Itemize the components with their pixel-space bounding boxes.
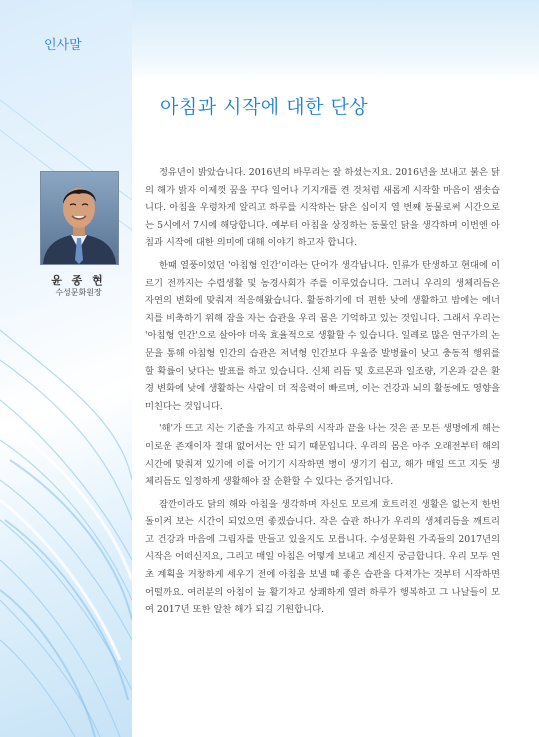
article-body <box>145 164 500 624</box>
author-role: 수성문화원장 <box>55 288 102 297</box>
paragraph: 한때 열풍이었던 '아침형 인간'이라는 단어가 생각납니다. 인류가 탄생하고 현대에 이르기 전까지는 수렵생활 및 농경사회가 주를 이루었습니다. 그러니 우리의 생체리듬은 자연의 변화에 맞춰져 적응해왔습니다. 활동하기에 더 편한 낮에 생활하고 밤에는 에너지를 비축하기 위해 잠을 자는 습관을 우리 몸은 기억하고 있는 것입니다. 그래서 우리는 '아침형 인간'으로 살아야 더욱 효율적으로 생활할 수 있습니다. 일례로 많은 연구가의 논문을 통해 아침형 인간의 습관은 저녁형 인간보다 우울증 발병률이 낮고 충동적 행위를 할 확률이 낮다는 발표를 하고 있습니다. 신체 리듬 및 호르몬과 일조량, 기온과 같은 환경 변화에 낮에 생활하는 사람이 더 적응력이 빠르며, 이는 건강과 뇌의 활동에도 영향을 미친다는 것입니다. <box>145 259 500 412</box>
paragraph: 잠깐이라도 닭의 해와 아침을 생각하며 자신도 모르게 흐트러진 생활은 없는지 한번 돌이켜 보는 시간이 되었으면 좋겠습니다. 작은 습관 하나가 우리의 생체리듬을 깨트리고 건강과 마음에 그림자를 만들고 있을지도 모릅니다. 수성문화원 가족들의 2017년의 시작은 어떠신지요, 그리고 매일 아침은 어떻게 보내고 계신지 궁금합니다. 우리 모두 연초 계획을 거창하게 세우기 전에 아침을 보낼 때 좋은 습관을 다져가는 것부터 시작하면 어떨까요. 여러분의 아침이 늘 활기차고 상쾌하게 열려 하루가 행복하고 그 나날들이 모여 2017년 또한 알찬 해가 되길 기원합니다. <box>145 498 500 616</box>
paragraph: 정유년이 밝았습니다. 2016년의 바무리는 잘 하셨는지요. 2016년을 보내고 붉은 닭의 해가 밝자 이제껏 꿈을 꾸다 일어나 기지개를 켠 것처럼 새롭게 시작할 마음이 샘솟습니다. 아침을 우렁차게 알리고 하루를 시작하는 닭은 십이지 열 번째 동물로써 시간으로는 5시에서 7시에 해당합니다. 예부터 아침을 상징하는 동물인 닭을 생각하며 이번엔 아침과 시작에 대한 의미에 대해 이야기 하고자 합니다. <box>145 167 500 249</box>
decorative-left-band <box>0 0 132 737</box>
section-label: 인사말 <box>44 38 82 53</box>
paragraph: '해'가 뜨고 지는 기준을 가지고 하루의 시작과 끝을 나는 것은 곧 모든 생명에게 해는 이로운 존재이자 절대 없어서는 안 되기 때문입니다. 우리의 몸은 아주 오래전부터 해의 시간에 맞춰져 있기에 이를 어기기 시작하면 병이 생기기 쉽고, 해가 매일 뜨고 지듯 생체리듬도 일정하게 생활해야 잘 순환할 수 있다는 증거입니다. <box>145 423 500 488</box>
author-portrait <box>40 171 119 265</box>
page-title: 아침과 시작에 대한 단상 <box>160 96 369 118</box>
author-name: 윤 종 현 <box>51 274 106 287</box>
person-portrait-image <box>41 172 118 264</box>
swirl-decoration <box>0 0 132 737</box>
